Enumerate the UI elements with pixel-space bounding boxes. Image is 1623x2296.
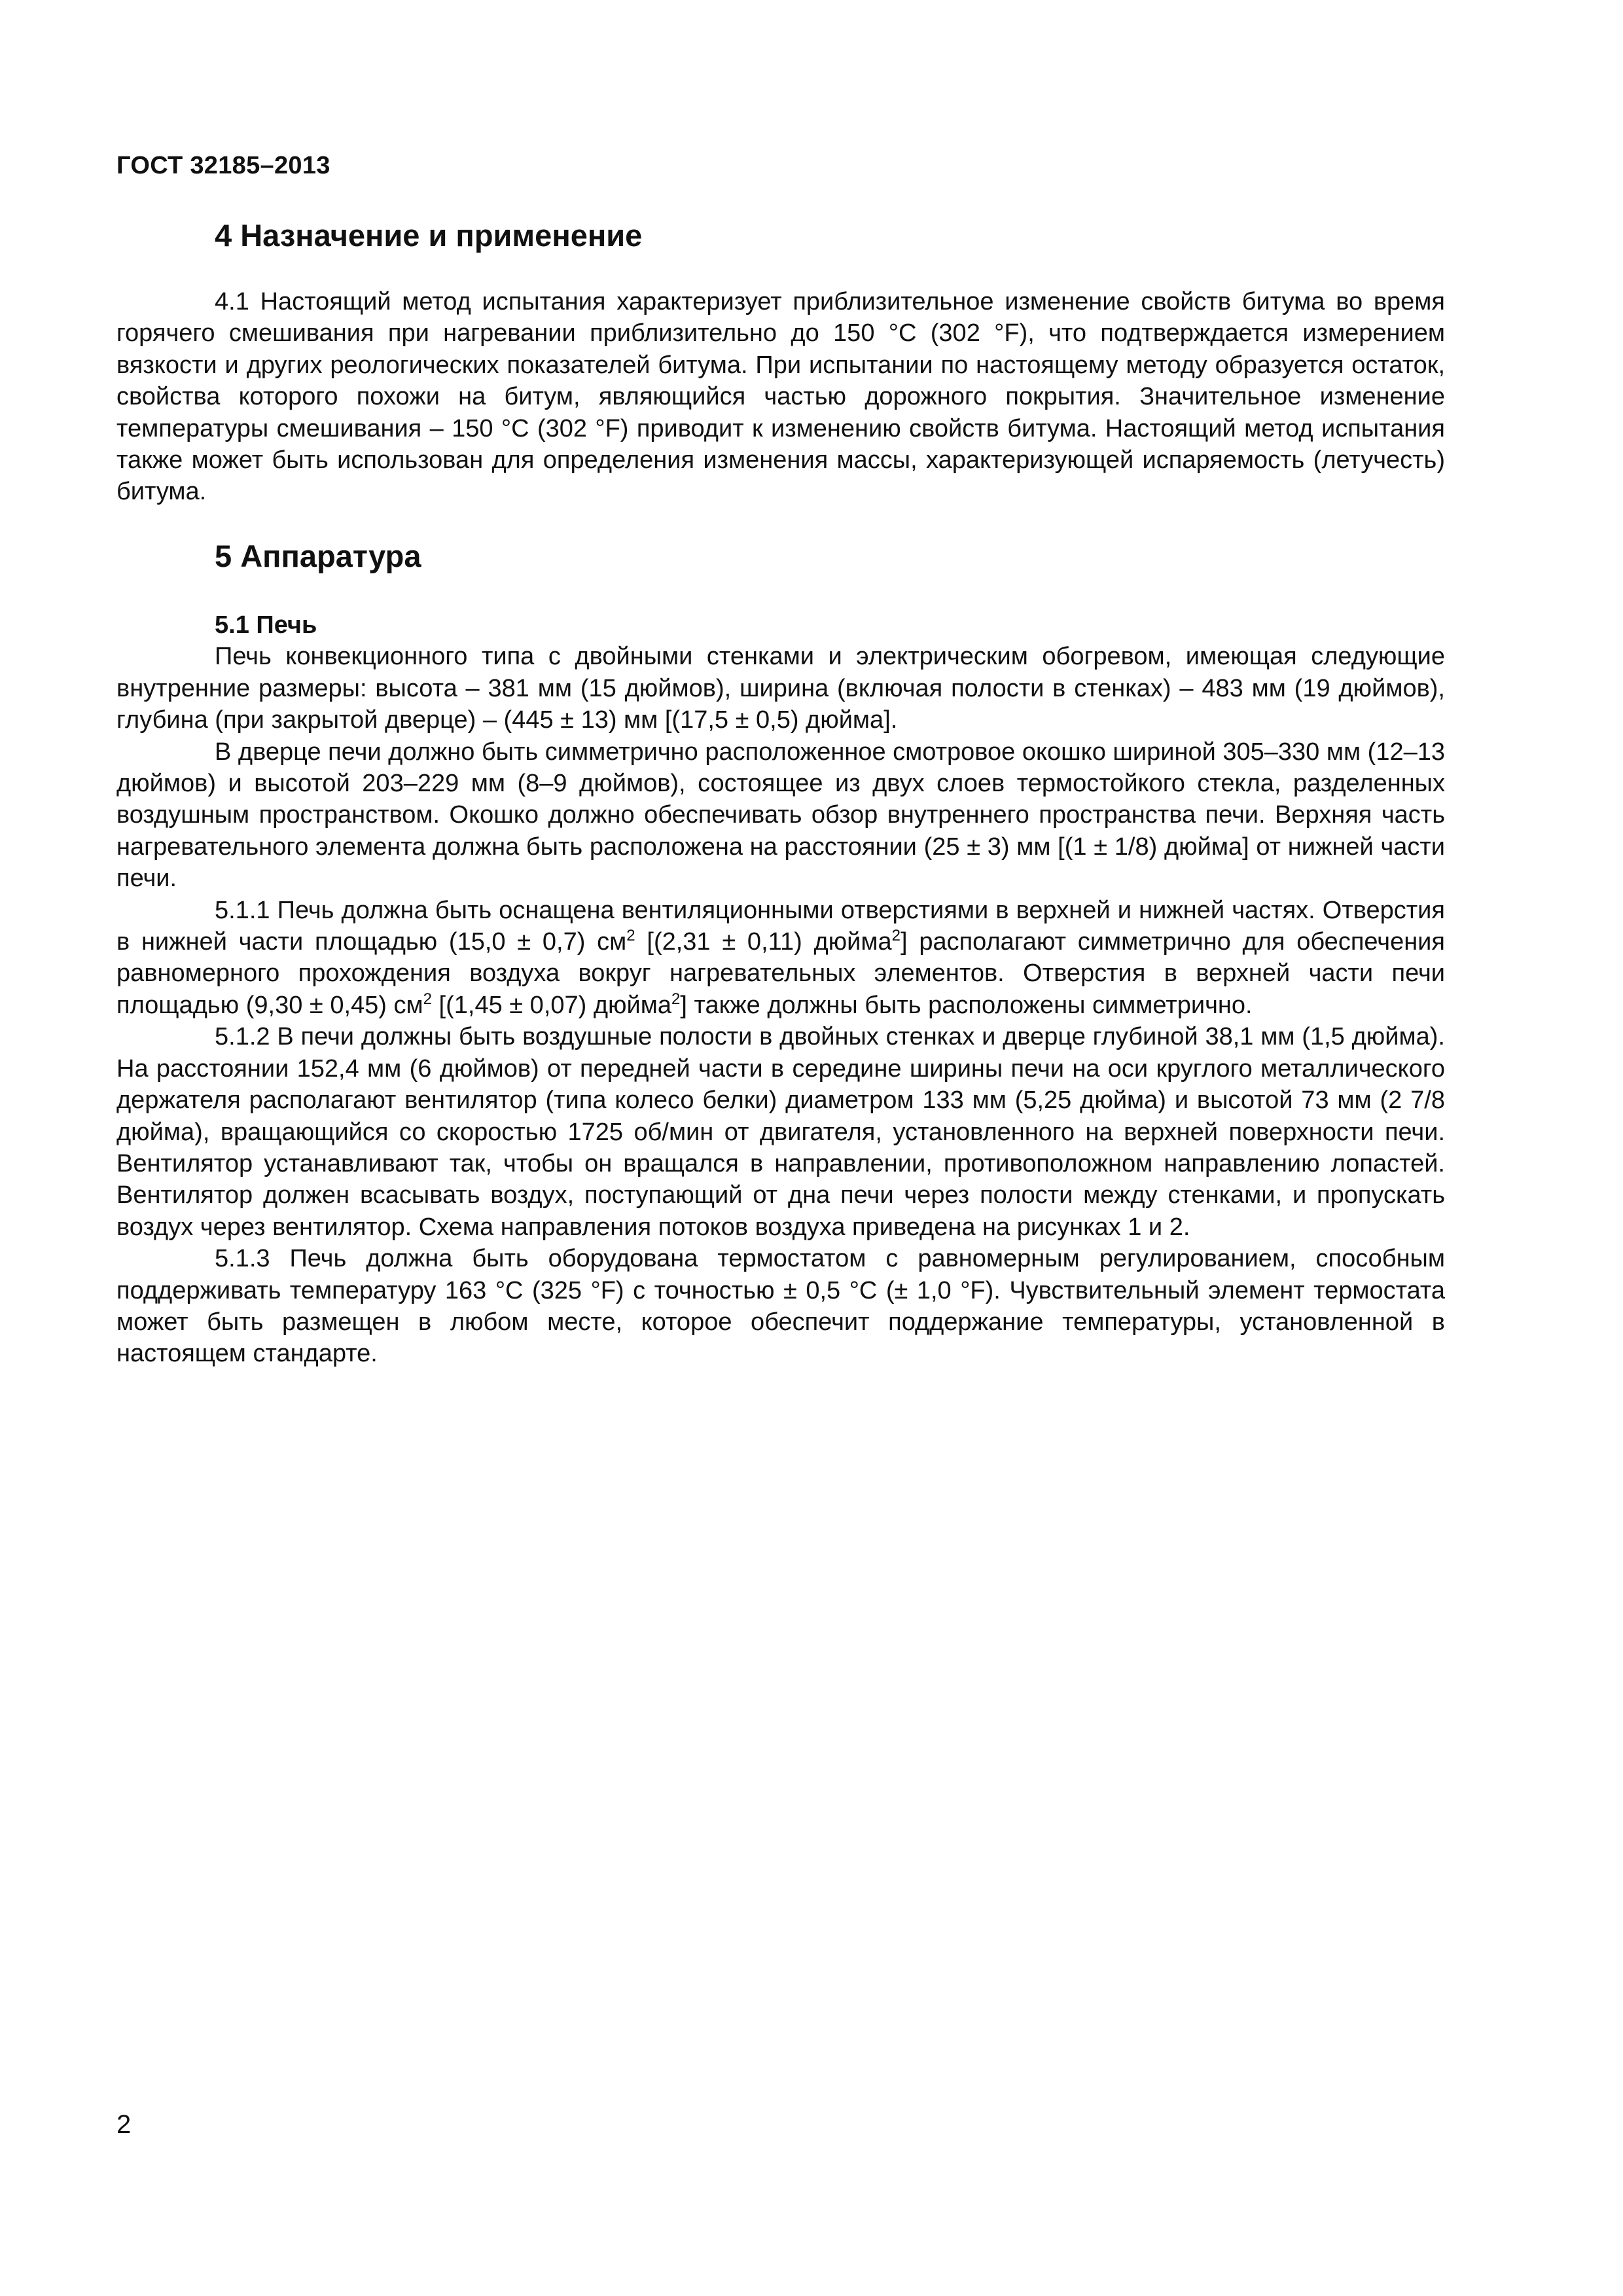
superscript-2: 2: [671, 990, 681, 1008]
paragraph-5-1-1: [116, 895, 1445, 1022]
paragraph-oven-description: Печь конвекционного типа с двойными стенками и электрическим обогревом, имеющая следующие внутренние размеры: высота – 381 мм (15 дюймов), ширина (включая полости в стенках) – 483 мм (19 дюймов), глубина (при закрытой дверце) – (445 ± 13) мм [(17,5 ± 0,5) дюйма].: [116, 643, 1445, 734]
paragraph-5-1-3: 5.1.3 Печь должна быть оборудована термостатом с равномерным регулированием, способным поддерживать температуру 163 °С (325 °F) с точностью ± 0,5 °С (± 1,0 °F). Чувствительный элемент термостата может быть размещен в любом месте, которое обеспечит поддержание температуры, установленной в настоящем стандарте.: [116, 1245, 1445, 1368]
superscript-2: 2: [626, 927, 635, 945]
subsection-5-1-title: 5.1 Печь: [215, 611, 317, 639]
paragraph-door-window: В дверце печи должно быть симметрично расположенное смотровое окошко шириной 305–330 мм (12–13 дюймов) и высотой 203–229 мм (8–9 дюймов), состоящее из двух слоев термостойкого стекла, разделенных воздушным пространством. Окошко должно обеспечивать обзор внутреннего пространства печи. Верхняя часть нагревательного элемента должна быть расположена на расстоянии (25 ± 3) мм [(1 ± 1/8) дюйма] от нижней части печи.: [116, 738, 1445, 893]
p511-text-d: [(1,45 ± 0,07) дюйма: [431, 991, 672, 1019]
document-code: ГОСТ 32185–2013: [116, 152, 330, 179]
superscript-2: 2: [891, 927, 901, 945]
p511-text-c: ] располагают симметрично для обеспечения равномерного прохождения воздуха вокруг нагревательных элементов. Отверстия в верхней части печи площадью (9,30 ± 0,45) см: [116, 928, 1445, 1019]
superscript-2: 2: [423, 990, 432, 1008]
section-4-body: [116, 286, 1445, 508]
p511-text-e: ] также должны быть расположены симметрично.: [680, 991, 1253, 1019]
section-4-title: 4 Назначение и применение: [215, 218, 643, 253]
p511-text-a: 5.1.1 Печь должна быть оснащена вентиляционными отверстиями в верхней и нижней частях. Отверстия в нижней части площадью (15,0 ± 0,7) см: [116, 896, 1445, 956]
section-5-title: 5 Аппаратура: [215, 539, 421, 573]
p511-text-b: [(2,31 ± 0,11) дюйма: [635, 928, 892, 956]
paragraph-4-1: 4.1 Настоящий метод испытания характеризует приблизительное изменение свойств битума во время горячего смешивания при нагревании приблизительно до 150 °С (302 °F), что подтверждается измерением вязкости и других реологических показателей битума. При испытании по настоящему методу образуется остаток, свойства которого похожи на битум, являющийся частью дорожного покрытия. Значительное изменение температуры смешивания – 150 °С (302 °F) приводит к изменению свойств битума. Настоящий метод испытания также может быть использован для определения изменения массы, характеризующей испаряемость (летучесть) битума.: [116, 288, 1445, 506]
section-5-body: [116, 609, 1445, 1370]
paragraph-5-1-2: 5.1.2 В печи должны быть воздушные полости в двойных стенках и дверце глубиной 38,1 мм (1,5 дюйма). На расстоянии 152,4 мм (6 дюймов) от передней части в середине ширины печи на оси круглого металлического держателя располагают вентилятор (типа колесо белки) диаметром 133 мм (5,25 дюйма) и высотой 73 мм (2 7/8 дюйма), вращающийся со скоростью 1725 об/мин от двигателя, установленного на верхней поверхности печи. Вентилятор устанавливают так, чтобы он вращался в направлении, противоположном направлению лопастей. Вентилятор должен всасывать воздух, поступающий от дна печи через полости между стенками, и пропускать воздух через вентилятор. Схема направления потоков воздуха приведена на рисунках 1 и 2.: [116, 1023, 1445, 1241]
page-number: 2: [116, 2110, 132, 2139]
